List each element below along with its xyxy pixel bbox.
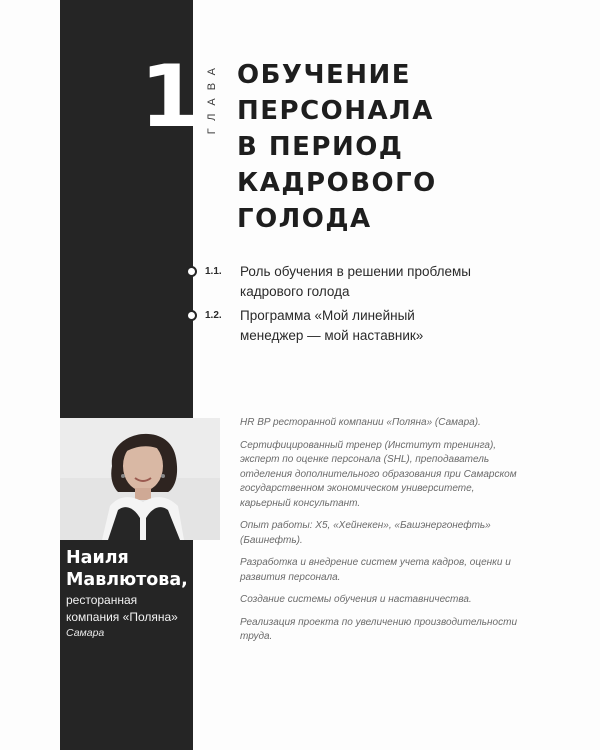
- bio-paragraph: Создание системы обучения и наставничества.: [240, 594, 472, 605]
- toc-item-number: 1.1.: [205, 266, 222, 277]
- author-bio: [240, 416, 525, 653]
- bio-paragraph: Реализация проекта по увеличению производительности труда.: [240, 616, 518, 642]
- toc-item[interactable]: [0, 306, 600, 350]
- bio-paragraph: Опыт работы: Х5, «Хейнекен», «Башэнергонефть» (Башнефть).: [240, 520, 491, 546]
- chapter-title-line: ГОЛОДА: [237, 204, 372, 234]
- author-name-block: [60, 540, 193, 750]
- toc-item-number: 1.2.: [205, 310, 222, 321]
- bio-paragraph: HR BP ресторанной компании «Поляна» (Самара).: [240, 417, 481, 428]
- bullet-circle-icon: [186, 266, 197, 277]
- chapter-label: ГЛАВА: [206, 60, 218, 135]
- toc-item-text: Роль обучения в решении проблемы кадрового голода: [240, 264, 471, 299]
- chapter-title-line: ОБУЧЕНИЕ: [237, 60, 412, 90]
- toc-item[interactable]: [0, 262, 600, 306]
- chapter-title-line: В ПЕРИОД: [237, 132, 404, 162]
- chapter-title-line: КАДРОВОГО: [237, 168, 437, 198]
- bio-paragraph: Разработка и внедрение систем учета кадров, оценки и развития персонала.: [240, 557, 511, 583]
- portrait-image: [60, 418, 220, 540]
- chapter-number: 1: [140, 47, 200, 147]
- author-name: Наиля Мавлютова,: [66, 548, 188, 590]
- bio-paragraph: Сертифицированный тренер (Институт тренинга), эксперт по оценке персонала (SHL), преподаватель отделения дополнительного образования при Самарском государственном экономическом университете, карьерный консультант.: [240, 439, 517, 509]
- author-photo: [60, 418, 220, 540]
- toc-item-text: Программа «Мой линейный менеджер — мой наставник»: [240, 308, 424, 343]
- chapter-title: [237, 57, 577, 237]
- chapter-title-line: ПЕРСОНАЛА: [237, 96, 434, 126]
- bullet-circle-icon: [186, 310, 197, 321]
- author-company: ресторанная компания «Поляна»: [66, 593, 178, 624]
- author-city: Самара: [66, 627, 105, 639]
